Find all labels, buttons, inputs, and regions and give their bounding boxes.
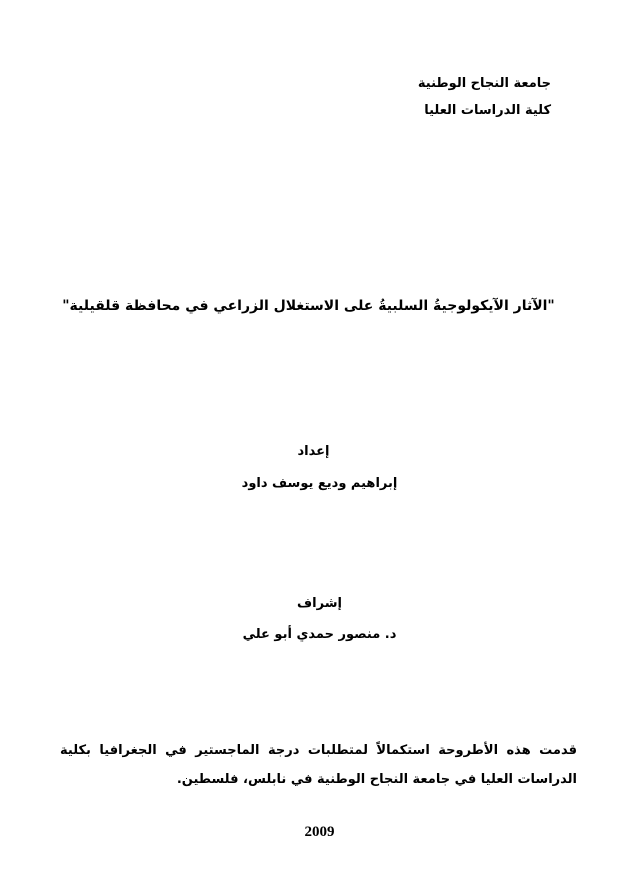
faculty-name: كلية الدراسات العليا (424, 103, 551, 118)
year: 2009 (304, 824, 335, 840)
submission-statement: قدمت هذه الأطروحة استكمالاً لمتطلبات درجة الماجستير في الجغرافيا بكلية الدراسات العليا في جامعة النجاح الوطنية في نابلس، فلسطين. (60, 743, 577, 787)
supervision-label: إشراف (297, 596, 342, 611)
preparation-label: إعداد (297, 444, 330, 459)
author-name: إبراهيم وديع يوسف داود (241, 476, 398, 491)
university-name: جامعة النجاح الوطنية (417, 76, 551, 91)
thesis-title: "الآثار الآيكولوجيةُ السلبيةُ على الاستغلال الزراعي في محافظة قلقيلية" (62, 298, 555, 314)
supervisor-name: د. منصور حمدي أبو علي (242, 627, 397, 642)
